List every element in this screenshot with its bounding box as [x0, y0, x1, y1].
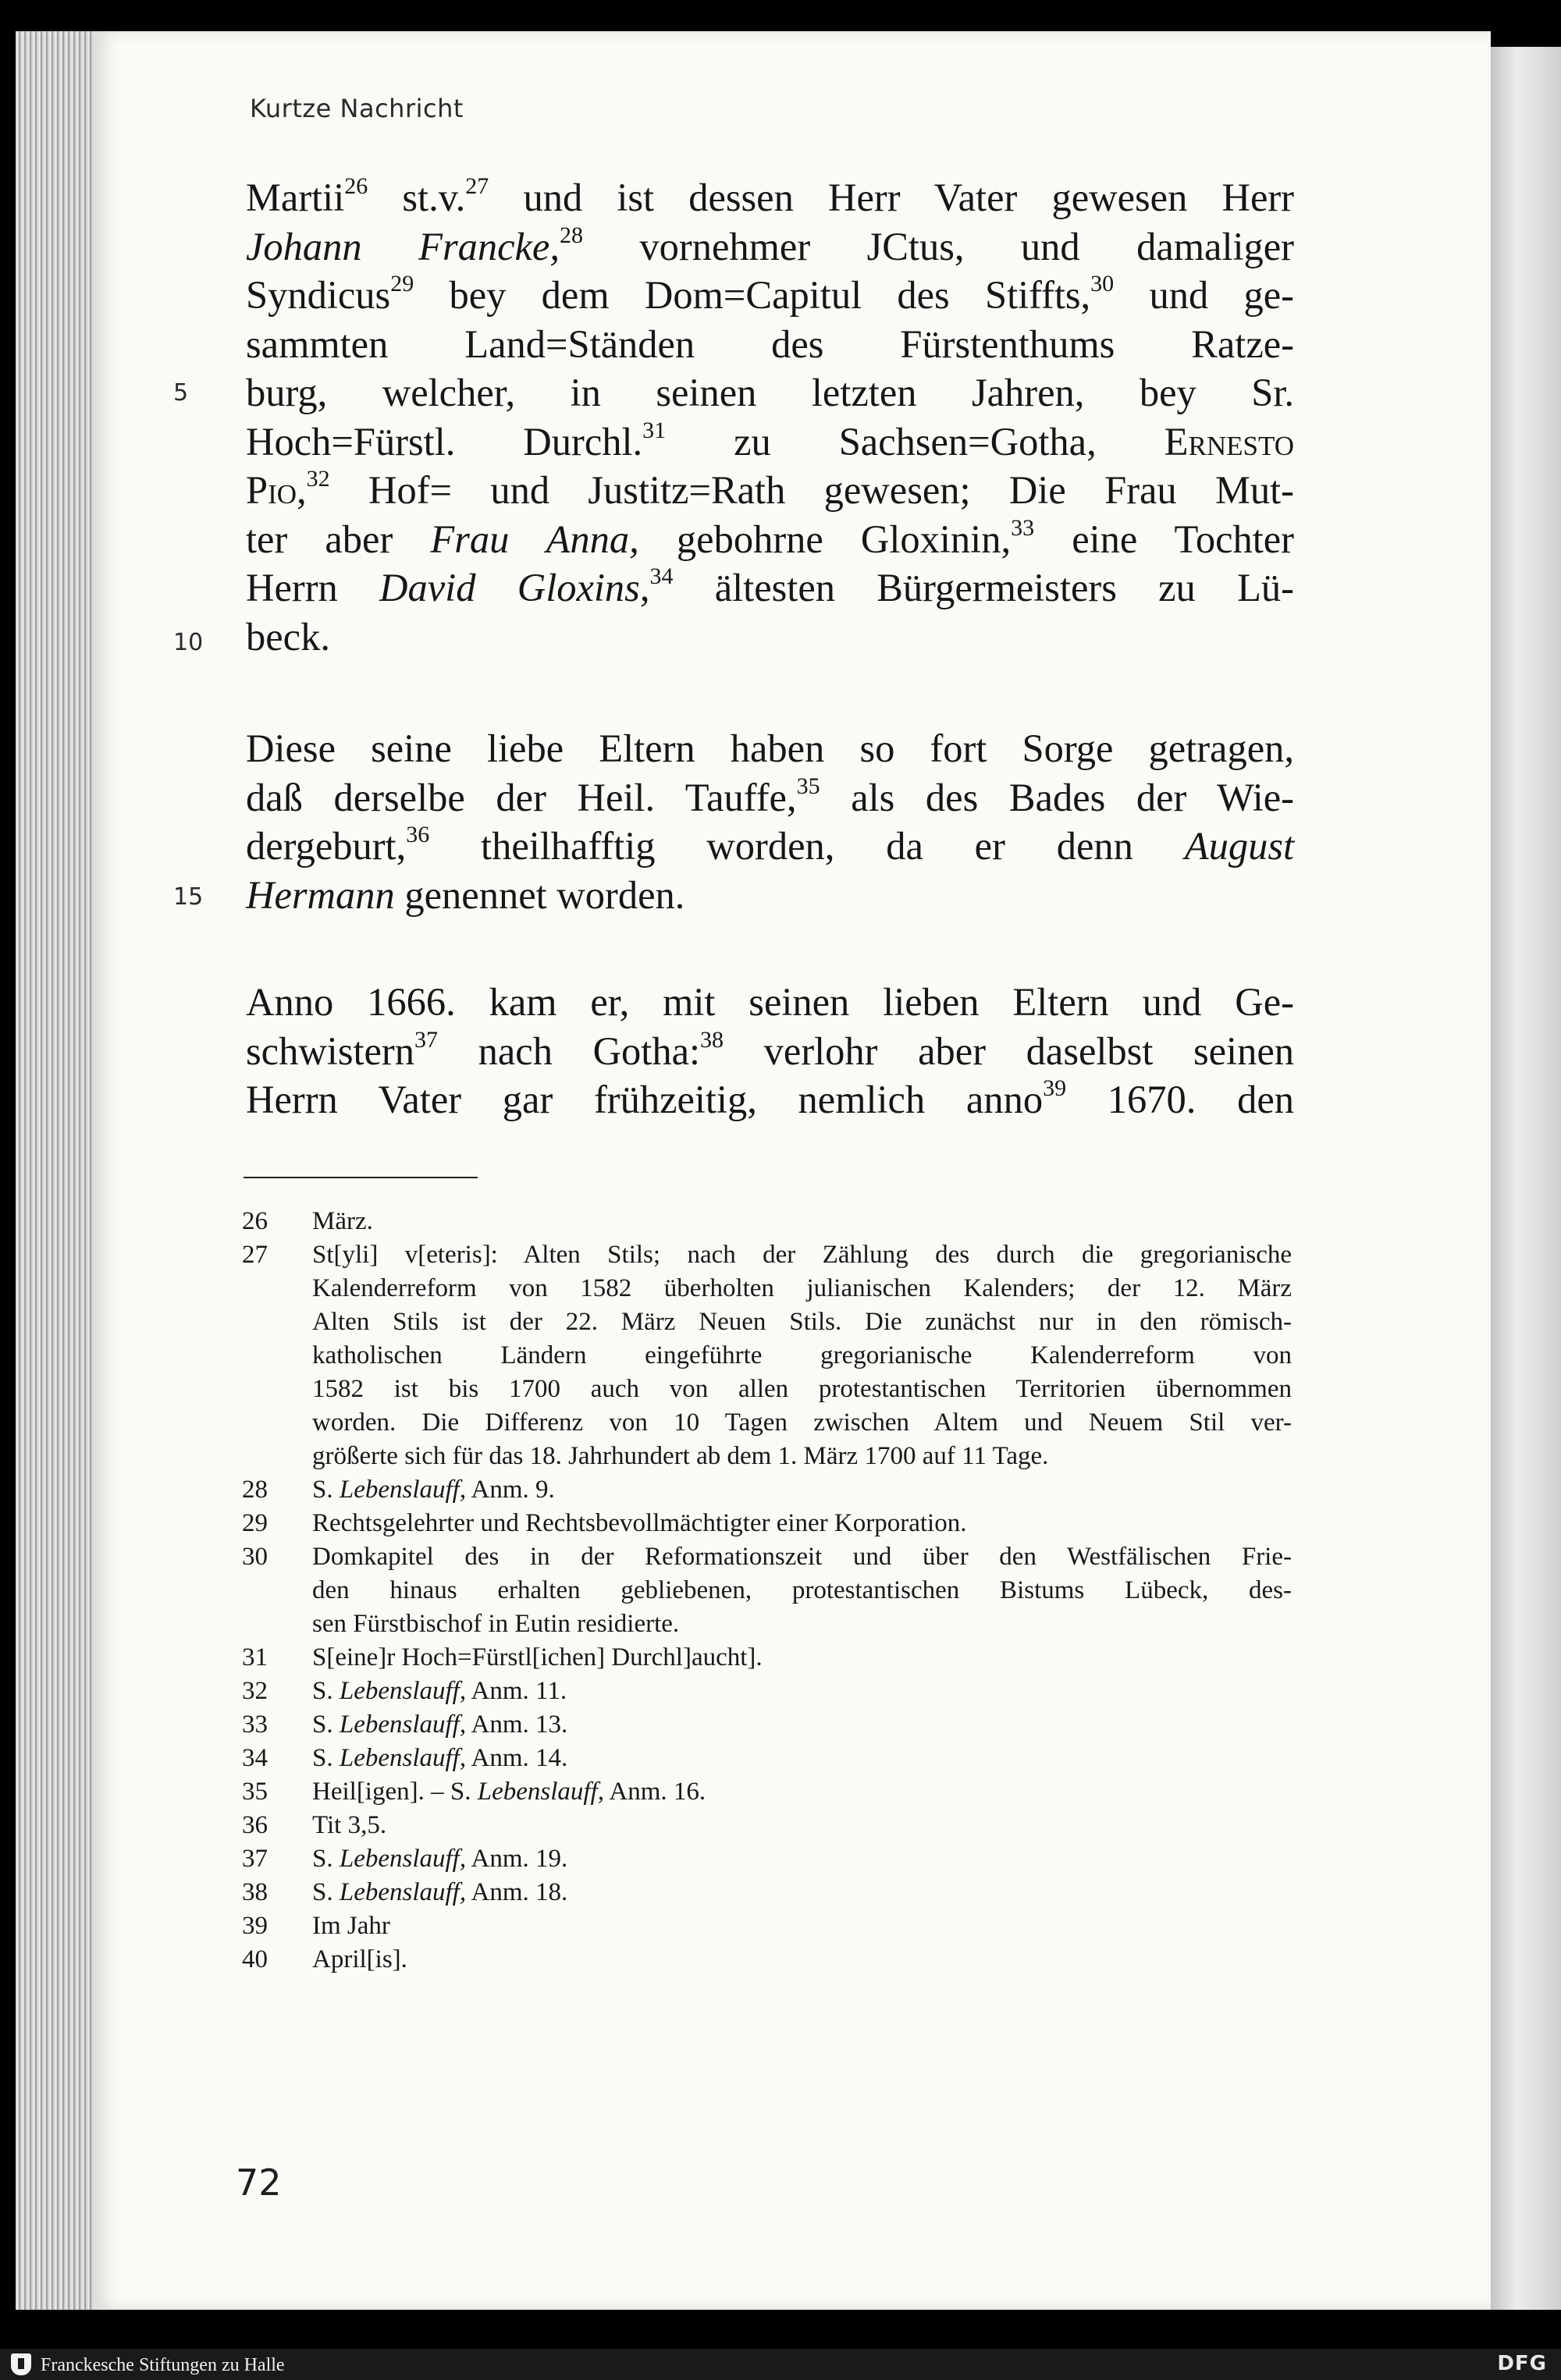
footnote-34: 34 S. Lebenslauff, Anm. 14. — [242, 1744, 568, 1772]
text-line: Syndicus$^{29}$ bey dem Dom=Capitul des Stiffts,$^{30}$ und ge- — [246, 271, 1294, 317]
footnote-ref: 31 — [642, 417, 667, 443]
text-line: schwistern$^{37}$ nach Gotha:$^{38}$ verlohr aber daselbst seinen — [246, 1026, 1294, 1073]
footnote-31: 31 S[eine]r Hoch=Fürstl[ichen] Durchl]aucht]. — [242, 1643, 763, 1671]
footnote-36: 36 Tit 3,5. — [242, 1811, 387, 1839]
footnote-32: 32 S. Lebenslauff, Anm. 11. — [242, 1677, 567, 1705]
paragraph-2 — [246, 724, 1294, 919]
footnote-ref: 35 — [796, 773, 820, 799]
text-line: beck. — [246, 614, 330, 659]
footnote-29: 29 Rechtsgelehrter und Rechtsbevollmächtigter einer Korporation. — [242, 1509, 967, 1537]
text-line: Anno 1666. kam er, mit seinen lieben Eltern und Ge- — [246, 980, 1294, 1024]
text-line: Diese seine liebe Eltern haben so fort Sorge getragen, — [246, 726, 1294, 770]
footnote-ref: 29 — [390, 271, 414, 297]
text-line: sammten Land=Ständen des Fürstenthums Ratze- — [246, 321, 1294, 366]
book-edge-right — [1487, 47, 1561, 2310]
dfg-logo: DFG — [1497, 2352, 1547, 2375]
footnote-38: 38 S. Lebenslauff, Anm. 18. — [242, 1878, 568, 1906]
footnote-ref: 27 — [465, 173, 489, 200]
text-line: Martii$^{26}$ st.v.$^{27}$ und ist dessen Herr Vater gewesen Herr — [246, 173, 1294, 219]
footnotes — [242, 1205, 1292, 1977]
footnote-ref: 34 — [649, 563, 674, 590]
text-line: ter aber Frau Anna, gebohrne Gloxinin,$^{33}$ eine Tochter — [246, 514, 1294, 561]
footnote-28: 28 S. Lebenslauff, Anm. 9. — [242, 1476, 555, 1504]
footnote-ref: 28 — [559, 222, 583, 248]
footnote-30: 30 Domkapitel des in der Reformationszeit und über den Westfälischen Frie- den hinaus erhalten gebliebenen, protestantischen Bistums Lübeck, des- sen Fürstbischof in Eutin residierte. — [242, 1543, 1292, 1638]
text-line: Herrn Vater gar frühzeitig, nemlich anno$^{39}$ 1670. den — [246, 1075, 1294, 1121]
text-line: Pio,$^{32}$ Hof= und Justitz=Rath gewesen; Die Frau Mut- — [246, 466, 1294, 512]
footnote-33: 33 S. Lebenslauff, Anm. 13. — [242, 1710, 568, 1739]
running-head: Kurtze Nachricht — [250, 94, 464, 123]
footnote-40: 40 April[is]. — [242, 1945, 407, 1973]
footnote-ref: 38 — [700, 1026, 724, 1053]
line-number-5: 5 — [173, 379, 189, 407]
crest-icon — [11, 2353, 31, 2375]
footnote-ref: 39 — [1043, 1075, 1067, 1102]
text-line: Johann Francke,$^{28}$ vornehmer JCtus, und damaliger — [246, 222, 1294, 268]
page-number: 72 — [236, 2162, 282, 2204]
footnote-ref: 32 — [306, 466, 330, 492]
footnote-27: 27 St[yli] v[eteris]: Alten Stils; nach der Zählung des durch die gregorianische Kalenderreform von 1582 überholten julianischen Kalenders; der 12. März Alten Stils ist der 22. März Neuen Stils. Die zunächst nur in den römisch- katholischen Ländern eingeführte gregorianische Kalenderreform von 1582 ist bis 1700 auch von allen protestantischen Territorien übernommen worden. Die Differenz von 10 Tagen zwischen Altem und Neuem Stil ver- größerte sich für das 18. Jahrhundert ab dem 1. März 1700 auf 11 Tage. — [242, 1241, 1292, 1470]
footnote-ref: 37 — [414, 1026, 438, 1053]
footnote-ref: 33 — [1011, 514, 1035, 541]
book-edge-left — [16, 31, 105, 2310]
footnote-ref: 26 — [344, 173, 368, 200]
footnote-37: 37 S. Lebenslauff, Anm. 19. — [242, 1845, 568, 1873]
footnote-35: 35 Heil[igen]. – S. Lebenslauff, Anm. 16. — [242, 1778, 706, 1806]
institution-label: Franckesche Stiftungen zu Halle — [41, 2355, 285, 2375]
footnote-26: 26 März. — [242, 1207, 373, 1235]
text-line: daß derselbe der Heil. Tauffe,$^{35}$ als des Bades der Wie- — [246, 773, 1294, 819]
paragraph-1 — [246, 173, 1294, 661]
text-line: Hoch=Fürstl. Durchl.$^{31}$ zu Sachsen=Gotha, Ernesto — [246, 417, 1294, 464]
footnote-separator — [244, 1177, 478, 1178]
footnote-ref: 36 — [406, 822, 430, 848]
text-line: Herrn David Gloxins,$^{34}$ ältesten Bürgermeisters zu Lü- — [246, 563, 1294, 609]
line-number-10: 10 — [173, 629, 204, 656]
text-line: burg, welcher, in seinen letzten Jahren, bey Sr. — [246, 371, 1294, 414]
footnote-ref: 30 — [1090, 271, 1115, 297]
footnote-39: 39 Im Jahr — [242, 1912, 390, 1940]
text-line: Hermann genennet worden. — [246, 872, 685, 917]
text-line: dergeburt,$^{36}$ theilhafftig worden, da er denn August — [246, 822, 1294, 868]
line-number-15: 15 — [173, 883, 204, 911]
paragraph-3 — [246, 978, 1294, 1124]
